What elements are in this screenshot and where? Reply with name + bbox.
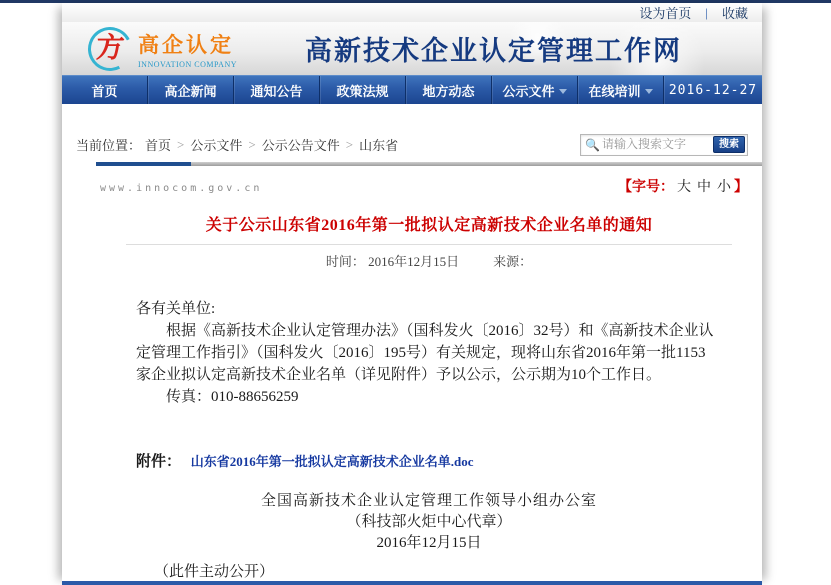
breadcrumb-separator: > <box>345 136 354 152</box>
attachment-row <box>136 450 716 471</box>
attachment-link[interactable]: 山东省2016年第一批拟认定高新技术企业名单.doc <box>190 454 474 470</box>
page-container <box>62 3 762 585</box>
footer-bar <box>62 581 762 585</box>
nav-item-local[interactable] <box>406 76 492 104</box>
nav-label: 高企新闻 <box>164 83 217 99</box>
breadcrumb-separator: > <box>248 136 256 152</box>
title-divider <box>126 244 732 245</box>
signature-seal: （科技部火炬中心代章） <box>346 514 512 531</box>
chevron-down-icon <box>645 89 653 94</box>
logo-glyph-icon: 方 <box>94 32 126 64</box>
chevron-down-icon <box>559 89 567 94</box>
meta-time-value: 2016年12月15日 <box>368 254 460 270</box>
site-title: 高新技术企业认定管理工作网 <box>305 36 683 67</box>
article-meta <box>96 251 762 270</box>
nav-item-online-training[interactable] <box>578 76 664 104</box>
site-url: www.innocom.gov.cn <box>100 183 263 195</box>
font-size-small[interactable]: 小 <box>717 180 731 196</box>
breadcrumb-label: 当前位置： <box>76 138 142 154</box>
article-panel <box>96 158 762 581</box>
nav-label: 在线培训 <box>588 83 641 99</box>
disclosure-line: （此件主动公开） <box>154 564 275 581</box>
site-header <box>62 22 762 75</box>
favorite-link[interactable]: 收藏 <box>721 6 748 22</box>
top-links-separator: | <box>705 4 708 20</box>
breadcrumb-row <box>62 131 762 158</box>
nav-label: 地方动态 <box>422 83 475 99</box>
search-icon: 🔍 <box>585 137 600 152</box>
top-links-bar <box>62 3 762 22</box>
font-size-large[interactable]: 大 <box>677 180 691 196</box>
breadcrumb-item-home[interactable]: 首页 <box>145 138 172 154</box>
main-nav <box>62 75 762 104</box>
font-size-suffix: 】 <box>734 180 748 196</box>
attachment-label: 附件： <box>136 454 182 471</box>
spacer <box>62 104 762 131</box>
signature-block <box>96 491 762 554</box>
nav-item-announcements[interactable] <box>234 76 320 104</box>
article-paragraph: 根据《高新技术企业认定管理办法》（国科发火〔2016〕32号）和《高新技术企业认定管理工作指引》（国科发火〔2016〕195号）有关规定，现将山东省2016年第一批1153家企业拟认定高新技术企业名单（详见附件）予以公示，公示期为10个工作日。 <box>136 323 714 384</box>
site-logo[interactable] <box>88 27 237 71</box>
salutation: 各有关单位: <box>136 301 216 318</box>
logo-cn-text: 高企认定 <box>138 32 234 57</box>
article-body <box>136 298 716 408</box>
signature-org: 全国高新技术企业认定管理工作领导小组办公室 <box>260 493 597 510</box>
breadcrumb-item-public-files[interactable]: 公示文件 <box>190 138 243 154</box>
signature-date: 2016年12月15日 <box>376 535 482 552</box>
fax-line: 传真：010-88656259 <box>166 389 299 406</box>
breadcrumb-item-shandong[interactable]: 山东省 <box>359 138 399 154</box>
nav-label: 通知公告 <box>250 83 303 99</box>
font-size-medium[interactable]: 中 <box>697 180 711 196</box>
font-size-control <box>618 176 748 196</box>
nav-date: 2016-12-27 <box>668 82 758 98</box>
search-button[interactable]: 搜索 <box>713 136 745 153</box>
nav-label: 公示文件 <box>502 83 555 99</box>
meta-source-label: 来源： <box>493 254 533 270</box>
url-row <box>96 176 762 196</box>
panel-top-line-blue <box>96 162 191 166</box>
nav-item-policies[interactable] <box>320 76 406 104</box>
panel-top-line <box>96 162 762 166</box>
nav-item-home[interactable] <box>62 76 148 104</box>
nav-label: 政策法规 <box>336 83 389 99</box>
logo-en-text: INNOVATION COMPANY <box>138 59 238 69</box>
nav-item-news[interactable] <box>148 76 234 104</box>
logo-ring-icon <box>82 21 137 76</box>
nav-item-public-files[interactable] <box>492 76 578 104</box>
font-size-prefix: 【字号： <box>618 180 674 196</box>
breadcrumb-item-announcement-files[interactable]: 公示公告文件 <box>261 138 340 154</box>
panel-top-line-silver <box>191 162 762 166</box>
meta-time-label: 时间： <box>325 254 365 270</box>
set-homepage-link[interactable]: 设为首页 <box>639 6 692 22</box>
nav-label: 首页 <box>91 83 118 99</box>
search-box <box>580 134 748 156</box>
article-title: 关于公示山东省2016年第一批拟认定高新技术企业名单的通知 <box>205 217 653 235</box>
search-input[interactable] <box>602 137 713 152</box>
breadcrumb <box>76 135 402 154</box>
logo-text-block <box>138 29 237 69</box>
breadcrumb-separator: > <box>177 136 185 152</box>
